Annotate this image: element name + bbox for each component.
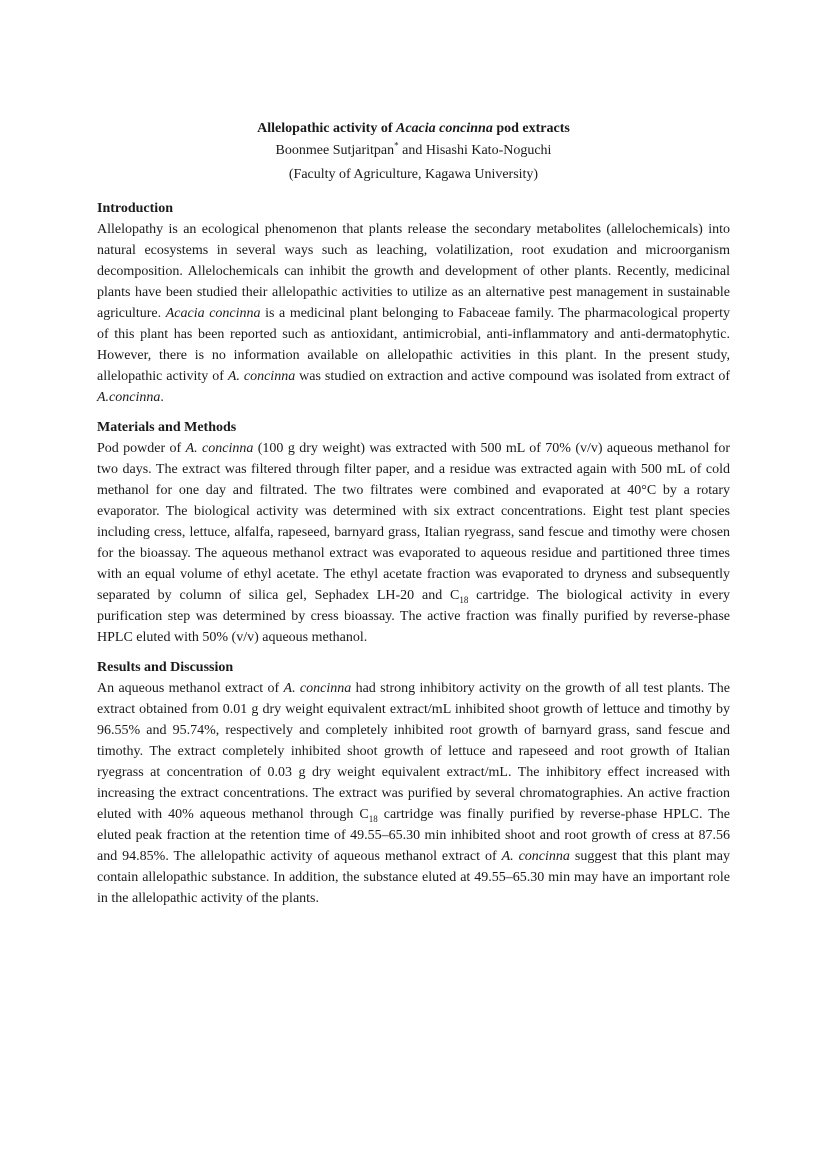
author-line <box>97 139 730 163</box>
results-text-3: cartridge was finally purified by reverse-phase HPLC. The eluted peak fraction at the retention time of 49.55–65.30 min inhibited shoot and root growth of cress at 87.56 and 94.85%. The allelopathic activity of aqueous methanol extract of <box>97 807 730 864</box>
methods-text-3: cartridge. The biological activity in every purification step was determined by cress bioassay. The active fraction was finally purified by reverse-phase HPLC eluted with 50% (v/v) aqueous methanol. <box>97 588 730 645</box>
author-rest: and Hisashi Kato-Noguchi <box>398 143 552 158</box>
results-species-1: A. concinna <box>283 681 352 696</box>
intro-text-3: was studied on extraction and active compound was isolated from extract of <box>295 369 731 384</box>
methods-text-1: Pod powder of <box>97 441 186 456</box>
intro-species-3: A.concinna <box>97 390 161 405</box>
section-introduction <box>97 198 730 408</box>
results-text-4: suggest that this plant may contain allelopathic substance. In addition, the substance eluted at 49.55–65.30 min may have an important role in the allelopathic activity of the plants. <box>97 849 730 906</box>
intro-text-1: Allelopathy is an ecological phenomenon that plants release the secondary metabolites (allelochemicals) into natural ecosystems in several ways such as leaching, volatilization, root exudation and microorganism decomposition. Allelochemicals can inhibit the growth and development of other plants. Recently, medicinal plants have been studied their allelopathic activities to utilize as an alternative pest management in sustainable agriculture. <box>97 222 730 321</box>
section-results <box>97 657 730 909</box>
methods-text-2: (100 g dry weight) was extracted with 500 mL of 70% (v/v) aqueous methanol for two days. The extract was filtered through filter paper, and a residue was extracted again with 500 mL of cold methanol for one day and filtrated. The two filtrates were combined and evaporated at 40°C by a rotary evaporator. The biological activity was determined with six extract concentrations. Eight test plant species including cress, lettuce, alfalfa, rapeseed, barnyard grass, Italian ryegrass, sand fescue and timothy were chosen for the bioassay. The aqueous methanol extract was evaporated to aqueous residue and partitioned three times with an equal volume of ethyl acetate. The ethyl acetate fraction was evaporated to dryness and subsequently separated by column of silica gel, Sephadex LH-20 and C <box>97 441 731 603</box>
intro-text-2: is a medicinal plant belonging to Fabaceae family. The pharmacological property of this plant has been reported such as antioxidant, antimicrobial, anti-inflammatory and anti-dermatophytic. However, there is no information available on allelopathic activities in this plant. In the present study, allelopathic activity of <box>97 306 731 384</box>
results-text-1: An aqueous methanol extract of <box>97 681 284 696</box>
corresponding-author-marker: * <box>394 140 399 151</box>
title-text-prefix: Allelopathic activity of <box>257 121 396 136</box>
results-species-2: A. concinna <box>501 849 570 864</box>
methods-paragraph <box>97 438 730 648</box>
intro-text-4: . <box>160 390 164 405</box>
introduction-paragraph <box>97 219 730 408</box>
author-first: Boonmee Sutjaritpan <box>275 143 395 158</box>
title-text-suffix: pod extracts <box>492 121 570 136</box>
section-methods <box>97 417 730 648</box>
results-subscript-18: 18 <box>368 813 378 824</box>
paper-title <box>97 119 730 139</box>
results-paragraph <box>97 678 730 909</box>
methods-species-1: A. concinna <box>185 441 254 456</box>
paper-page <box>97 119 730 909</box>
section-heading-results: Results and Discussion <box>97 660 234 675</box>
results-text-2: had strong inhibitory activity on the growth of all test plants. The extract obtained from 0.01 g dry weight equivalent extract/mL inhibited shoot growth of lettuce and timothy by 96.55% and 95.74%, respectively and completely inhibited root growth of barnyard grass, sand fescue and timothy. The extract completely inhibited shoot growth of lettuce and rapeseed and root growth of Italian ryegrass at concentration of 0.03 g dry weight equivalent extract/mL. The inhibitory effect increased with increasing the extract concentrations. The extract was purified by several chromatographies. An active fraction eluted with 40% aqueous methanol through C <box>97 681 731 822</box>
title-species-italic: Acacia concinna <box>395 121 493 136</box>
methods-subscript-18: 18 <box>459 594 469 605</box>
affiliation: (Faculty of Agriculture, Kagawa University) <box>288 167 539 182</box>
section-heading-methods: Materials and Methods <box>97 420 237 435</box>
section-heading-introduction: Introduction <box>97 201 173 216</box>
intro-species-1: Acacia concinna <box>165 306 261 321</box>
intro-species-2: A. concinna <box>227 369 296 384</box>
